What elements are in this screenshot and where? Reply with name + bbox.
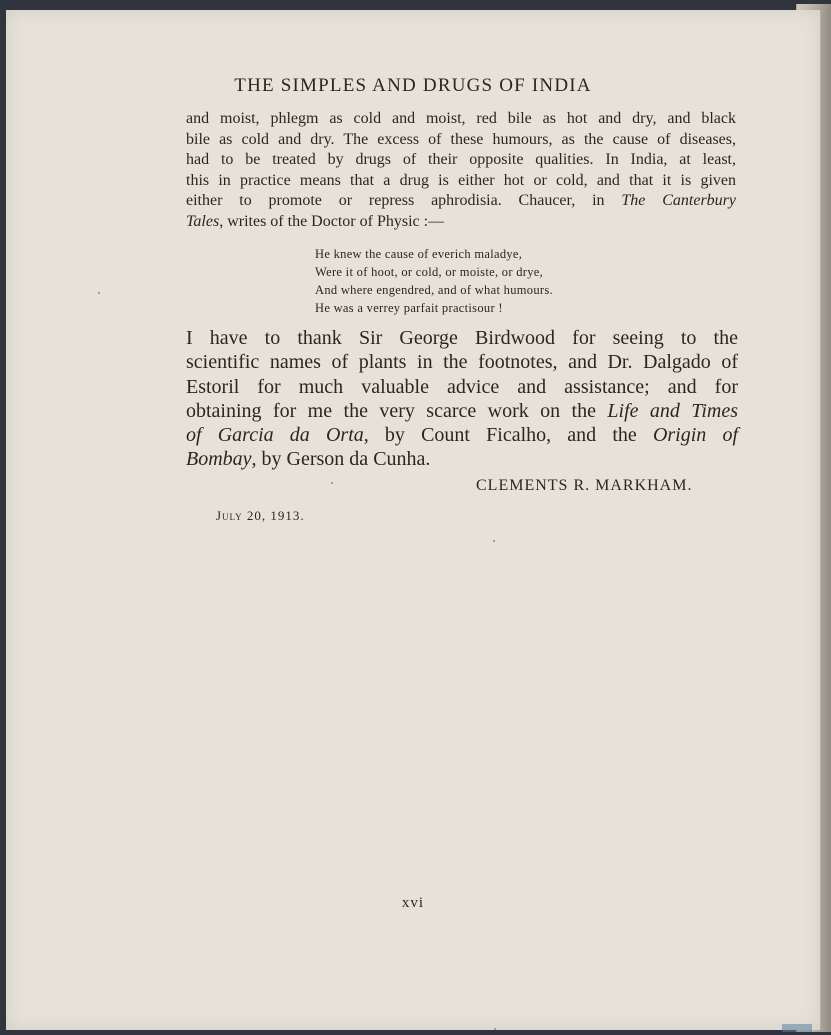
book-page xyxy=(6,10,821,1030)
text-run: scientific names of plants in the footnotes, and Dr. Dalgado of xyxy=(186,351,738,374)
text-run: Estoril for much valuable advice and assistance; and for xyxy=(186,375,738,398)
verse-line: Were it of hoot, or cold, or moiste, or drye, xyxy=(315,265,544,279)
signature: CLEMENTS R. MARKHAM. xyxy=(476,477,693,494)
text-run: obtaining for me the very scarce work on the xyxy=(186,399,608,422)
text-run: bile as cold and dry. The excess of these humours, as the cause of diseases, xyxy=(186,130,736,148)
italic-text: Bombay xyxy=(186,448,252,471)
text-line xyxy=(186,171,736,192)
text-line xyxy=(186,447,738,471)
text-run: either to promote or repress aphrodisia. Chaucer, in xyxy=(186,192,622,209)
text-line xyxy=(186,399,738,423)
paper-speck xyxy=(494,1028,496,1030)
text-line xyxy=(186,423,738,447)
paragraph-1 xyxy=(186,109,736,232)
running-head: THE SIMPLES AND DRUGS OF INDIA xyxy=(234,75,592,96)
paper-speck xyxy=(98,292,100,294)
text-run: and moist, phlegm as cold and moist, red bile as hot and dry, and black xyxy=(186,110,736,127)
verse-quotation xyxy=(315,245,553,317)
text-run: , by Count Ficalho, and the xyxy=(363,424,653,447)
text-line xyxy=(186,350,738,374)
text-line xyxy=(186,191,736,212)
text-line xyxy=(186,109,736,130)
verse-line: And where engendred, and of what humours. xyxy=(315,283,553,297)
text-line xyxy=(186,326,738,350)
text-run: , by Gerson da Cunha. xyxy=(251,448,431,471)
paragraph-2 xyxy=(186,326,738,472)
italic-text: Origin of xyxy=(652,424,738,447)
text-line xyxy=(186,130,736,151)
date: July 20, 1913. xyxy=(216,508,305,523)
italic-text: Life and Times xyxy=(607,399,738,422)
text-run: I have to thank Sir George Birdwood for seeing to the xyxy=(186,327,738,349)
text-run: had to be treated by drugs of their opposite qualities. In India, at least, xyxy=(186,151,736,168)
italic-text: Tales xyxy=(186,212,220,230)
text-run: , writes of the Doctor of Physic :— xyxy=(219,212,445,230)
library-stamp xyxy=(782,1024,812,1032)
verse-line: He was a verrey parfait practisour ! xyxy=(315,301,503,315)
text-line xyxy=(186,375,738,399)
italic-text: The Canterbury xyxy=(621,192,736,209)
text-line xyxy=(186,212,736,233)
paper-speck xyxy=(493,540,495,542)
paper-speck xyxy=(331,482,333,484)
page-number: xvi xyxy=(401,895,425,911)
text-line xyxy=(186,150,736,171)
italic-text: of Garcia da Orta xyxy=(186,424,364,447)
text-run: this in practice means that a drug is either hot or cold, and that it is given xyxy=(186,171,736,189)
verse-line: He knew the cause of everich maladye, xyxy=(315,247,523,261)
